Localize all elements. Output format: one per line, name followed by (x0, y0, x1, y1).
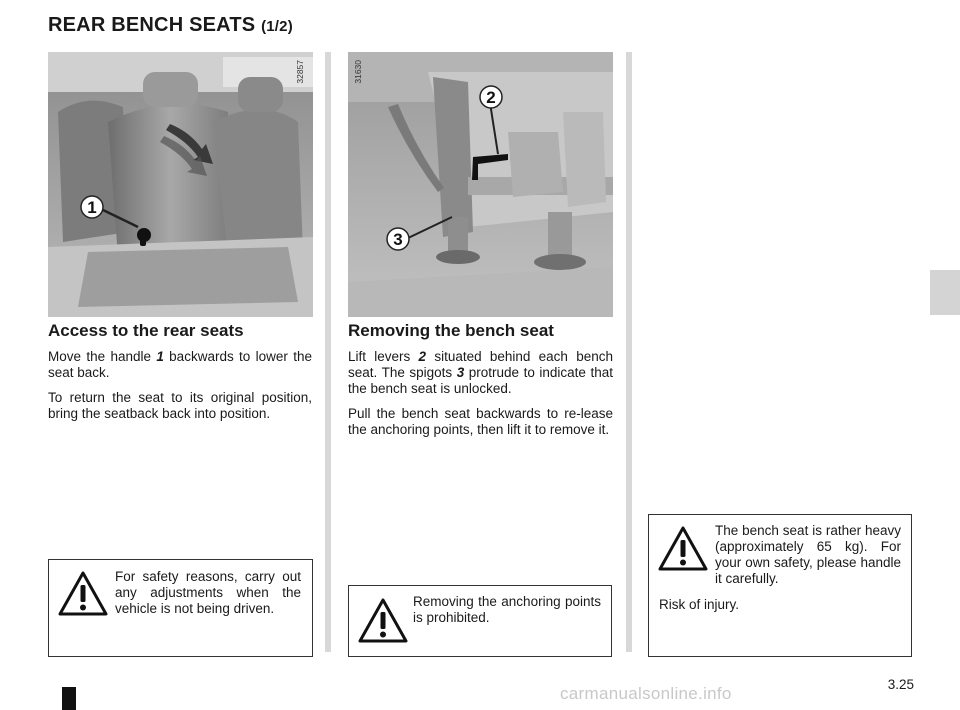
warning-box-middle (348, 585, 612, 657)
column-separator (325, 52, 331, 652)
footer-mark (62, 687, 76, 710)
page-number: 3.25 (887, 677, 914, 692)
access-paragraph-1: Move the handle 1 backwards to lower the seat back. (48, 349, 312, 380)
column-separator (626, 52, 632, 652)
warning-text-right: The bench seat is rather heavy (approximately 65 kg). For your own safety, please handle it carefully. (715, 523, 901, 586)
removing-section (348, 321, 613, 447)
figure-ref-left: 32857 (295, 60, 305, 84)
warning-box-right (648, 514, 912, 657)
warning-text-right-extra: Risk of injury. (659, 597, 740, 612)
access-heading: Access to the rear seats (48, 321, 244, 340)
warning-box-left (48, 559, 313, 657)
removing-heading: Removing the bench seat (348, 321, 554, 340)
warning-triangle-icon (58, 571, 108, 617)
warning-text-left: For safety reasons, carry out any adjustments when the vehicle is not being driven. (115, 569, 301, 616)
figure-ref-right: 31630 (353, 60, 363, 84)
chapter-tab-marker (930, 270, 960, 315)
removing-paragraph-2: Pull the bench seat backwards to re-lease the anchoring points, then lift it to remove it. (348, 406, 613, 437)
callout-3: 3 (393, 230, 403, 249)
callout-1: 1 (87, 198, 97, 217)
callout-1-marker (81, 196, 103, 218)
watermark: carmanualsonline.info (560, 684, 732, 703)
warning-triangle-icon (658, 526, 708, 572)
access-paragraph-2: To return the seat to its original position, bring the seatback back into position. (48, 390, 312, 421)
page-title-suffix: (1/2) (261, 18, 293, 35)
callout-2: 2 (486, 88, 496, 107)
access-section (48, 321, 312, 431)
rear-seats-photo (48, 52, 313, 317)
callout-2-marker (480, 86, 502, 108)
page-title: REAR BENCH SEATS (1/2) (48, 14, 293, 36)
removing-paragraph-1: Lift levers 2 situated behind each bench seat. The spigots 3 protrude to indicate that the bench seat is unlocked. (348, 349, 613, 396)
warning-text-middle: Removing the anchoring points is prohibited. (413, 594, 601, 625)
callout-3-marker (387, 228, 409, 250)
warning-triangle-icon (358, 598, 408, 644)
bench-seat-anchor-photo (348, 52, 613, 317)
